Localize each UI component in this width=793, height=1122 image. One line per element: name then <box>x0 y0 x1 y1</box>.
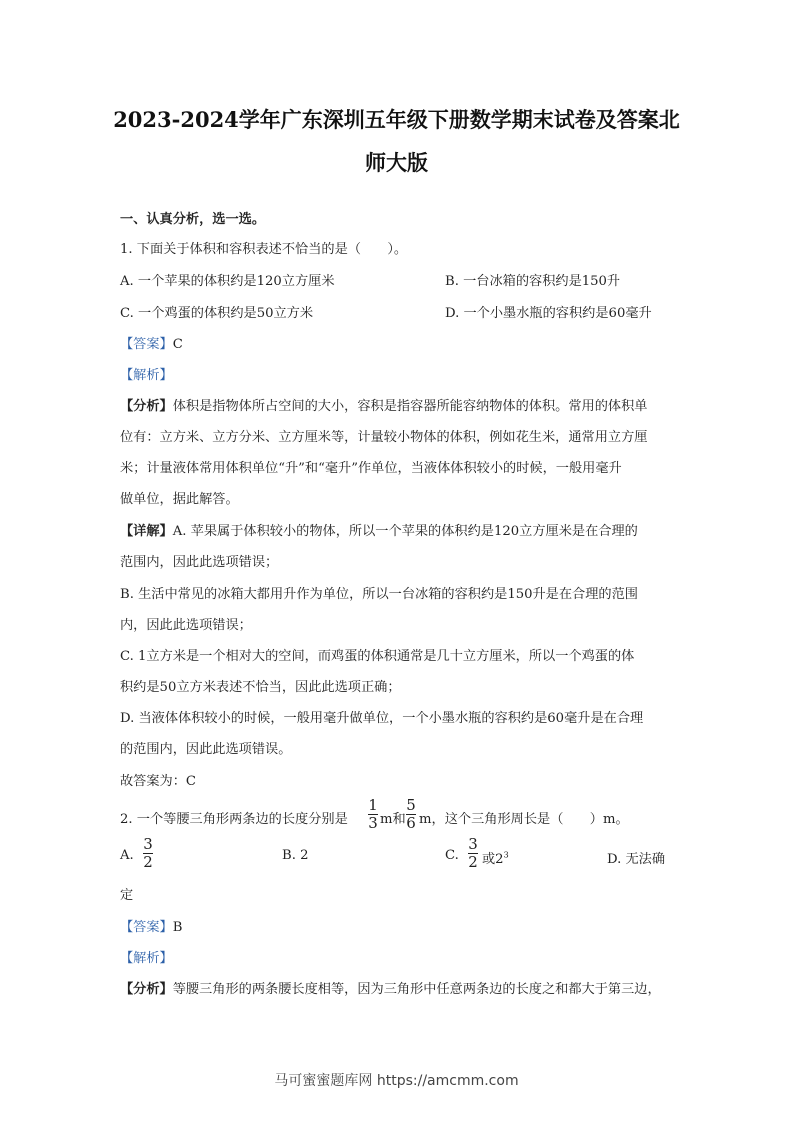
section-heading: 一、认真分析，选一选。 <box>120 212 266 227</box>
fenxi-text: 体积是指物体所占空间的大小，容积是指容器所能容纳物体的体积。常用的体积单 <box>172 399 648 414</box>
fenxi-text: 等腰三角形的两条腰长度相等，因为三角形中任意两条边的长度之和都大于第三边， <box>172 982 661 997</box>
q1-d-line2: 的范围内，因此此选项错误。 <box>120 742 292 757</box>
q1-c-line1: C. 1立方米是一个相对大的空间，而鸡蛋的体积通常是几十立方厘米，所以一个鸡蛋的体 <box>120 649 635 664</box>
fraction-numerator: 5 <box>406 796 416 814</box>
q1-fenxi-line3: 米；计量液体常用体积单位“升”和“毫升”作单位，当液体体积较小的时候，一般用毫升 <box>120 461 622 476</box>
q2-fraction-1 <box>367 797 379 832</box>
q2-answer <box>120 916 680 935</box>
q1-option-d: D. 一个小墨水瓶的容积约是60毫升 <box>445 306 652 321</box>
q2-option-d: D. 无法确 <box>607 852 666 867</box>
option-c-text: 或2 <box>482 852 504 867</box>
q1-c-line2: 积约是50立方米表述不恰当，因此此选项正确； <box>120 680 401 695</box>
fraction-denominator: 3 <box>368 814 378 832</box>
answer-label: 【答案】 <box>120 920 173 935</box>
footer-watermark: 马可蜜蜜题库网 https://amcmm.com <box>274 1073 519 1089</box>
q1-b-line1: B. 生活中常见的冰箱大都用升作为单位，所以一台冰箱的容积约是150升是在合理的范围 <box>120 587 638 602</box>
q1-analysis-label: 【解析】 <box>120 368 173 383</box>
q2-option-c-tail <box>482 848 509 867</box>
fenxi-label: 【分析】 <box>120 399 173 414</box>
q1-fenxi-line4: 做单位，据此解答。 <box>120 492 239 507</box>
q1-conclusion: 故答案为：C <box>120 774 197 789</box>
q2-option-c-fraction <box>467 836 479 871</box>
document-title-line1: 2023-2024学年广东深圳五年级下册数学期末试卷及答案北 <box>113 107 680 132</box>
q2-analysis-label: 【解析】 <box>120 951 173 966</box>
q2-stem-part1: 2. 一个等腰三角形两条边的长度分别是 <box>120 812 348 827</box>
q1-option-a: A. 一个苹果的体积约是120立方厘米 <box>120 274 335 289</box>
fraction-denominator: 2 <box>468 853 478 871</box>
q1-option-c: C. 一个鸡蛋的体积约是50立方米 <box>120 306 314 321</box>
q1-xiangjie-line1 <box>120 520 680 539</box>
q2-option-d-wrap: 定 <box>120 888 134 903</box>
q1-option-b: B. 一台冰箱的容积约是150升 <box>445 274 621 289</box>
answer-label: 【答案】 <box>120 337 173 352</box>
q1-fenxi-line2: 位有：立方米、立方分米、立方厘米等，计量较小物体的体积，例如花生米，通常用立方厘 <box>120 430 648 445</box>
fraction-numerator: 3 <box>143 835 153 853</box>
q1-xiangjie-line2: 范围内，因此此选项错误； <box>120 555 279 570</box>
q2-option-b: B. 2 <box>282 848 309 863</box>
q2-option-a-label: A. <box>120 848 134 863</box>
q2-stem-part3: m，这个三角形周长是（ ）m。 <box>419 812 629 827</box>
q2-option-c-label: C. <box>445 848 459 863</box>
q2-stem-part2: m和 <box>380 812 406 827</box>
fraction-numerator: 3 <box>468 835 478 853</box>
answer-value: C <box>172 337 183 352</box>
fraction-numerator: 1 <box>368 796 378 814</box>
q2-fraction-2 <box>405 797 417 832</box>
q1-answer <box>120 333 680 352</box>
q1-fenxi-line1 <box>120 395 680 414</box>
fenxi-label: 【分析】 <box>120 982 173 997</box>
q1-d-line1: D. 当液体体积较小的时候，一般用毫升做单位，一个小墨水瓶的容积约是60毫升是在合理 <box>120 711 644 726</box>
xiangjie-text: A. 苹果属于体积较小的物体，所以一个苹果的体积约是120立方厘米是在合理的 <box>172 524 638 539</box>
q2-option-a-fraction <box>142 836 154 871</box>
q1-stem: 1. 下面关于体积和容积表述不恰当的是（ ）。 <box>120 242 408 257</box>
fraction-denominator: 6 <box>406 814 416 832</box>
answer-value: B <box>172 920 183 935</box>
q1-b-line2: 内，因此此选项错误； <box>120 618 252 633</box>
option-c-superscript: 3 <box>503 850 509 860</box>
document-title-line2: 师大版 <box>365 150 428 175</box>
fraction-denominator: 2 <box>143 853 153 871</box>
q2-fenxi-line1 <box>120 978 680 997</box>
xiangjie-label: 【详解】 <box>120 524 173 539</box>
